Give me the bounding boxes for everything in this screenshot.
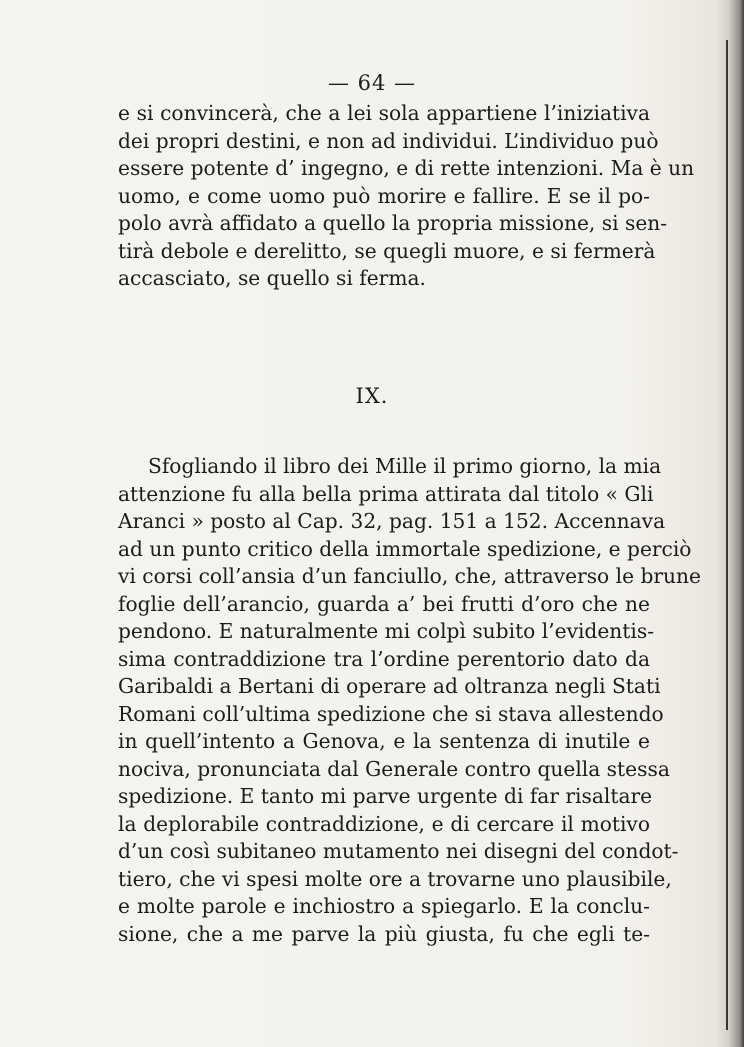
section-heading: IX. <box>355 384 389 408</box>
text-line: foglie dell’arancio, guarda a’ bei frutti d’oro che ne <box>118 591 650 616</box>
text-line: uomo, e come uomo può morire e fallire. E se il po- <box>118 183 650 208</box>
text-line: dei propri destini, e non ad individui. L’individuo può <box>118 128 659 153</box>
text-line: essere potente d’ ingegno, e di rette intenzioni. Ma è un <box>118 156 695 180</box>
text-line: in quell’intento a Genova, e la sentenza di inutile e <box>118 729 650 753</box>
text-line: Garibaldi a Bertani di operare ad oltranza negli Stati <box>118 674 661 698</box>
page-edge-line <box>726 40 728 1030</box>
page-number: — 64 — <box>327 71 417 95</box>
page-edge-shadow <box>716 0 744 1047</box>
text-line: e si convincerà, che a lei sola appartiene l’iniziativa <box>118 101 650 125</box>
text-line: d’un così subitaneo mutamento nei disegni del condot- <box>118 839 679 863</box>
text-line: vi corsi coll’ansia d’un fanciullo, che, attraverso le brune <box>118 564 701 588</box>
text-line: la deplorabile contraddizione, e di cercare il motivo <box>118 811 650 836</box>
text-line: pendono. E naturalmente mi colpì subito l’evidentis- <box>118 619 655 643</box>
paragraph-main <box>118 453 701 948</box>
text-line: ad un punto critico della immortale spedizione, e perciò <box>118 536 692 561</box>
text-line: sima contraddizione tra l’ordine perentorio dato da <box>118 646 650 671</box>
paragraph-top <box>118 100 695 293</box>
text-line: Aranci » posto al Cap. 32, pag. 151 a 152. Accennava <box>118 509 666 533</box>
text-line: Romani coll’ultima spedizione che si stava allestendo <box>118 701 664 726</box>
text-line: nociva, pronunciata dal Generale contro quella stessa <box>118 756 670 781</box>
text-line: attenzione fu alla bella prima attirata dal titolo « Gli <box>118 481 654 506</box>
text-line: sione, che a me parve la più giusta, fu che egli te- <box>118 921 650 946</box>
text-line: accasciato, se quello si ferma. <box>118 266 426 290</box>
text-line: Sfogliando il libro dei Mille il primo giorno, la mia <box>148 454 662 478</box>
text-line: polo avrà affidato a quello la propria missione, si sen- <box>118 211 668 235</box>
text-line: spedizione. E tanto mi parve urgente di far risaltare <box>118 784 653 808</box>
text-line: e molte parole e inchiostro a spiegarlo. E la conclu- <box>118 894 650 918</box>
text-line: tirà debole e derelitto, se quegli muore, e si fermerà <box>118 238 656 263</box>
text-line: tiero, che vi spesi molte ore a trovarne uno plausibile, <box>118 866 672 891</box>
